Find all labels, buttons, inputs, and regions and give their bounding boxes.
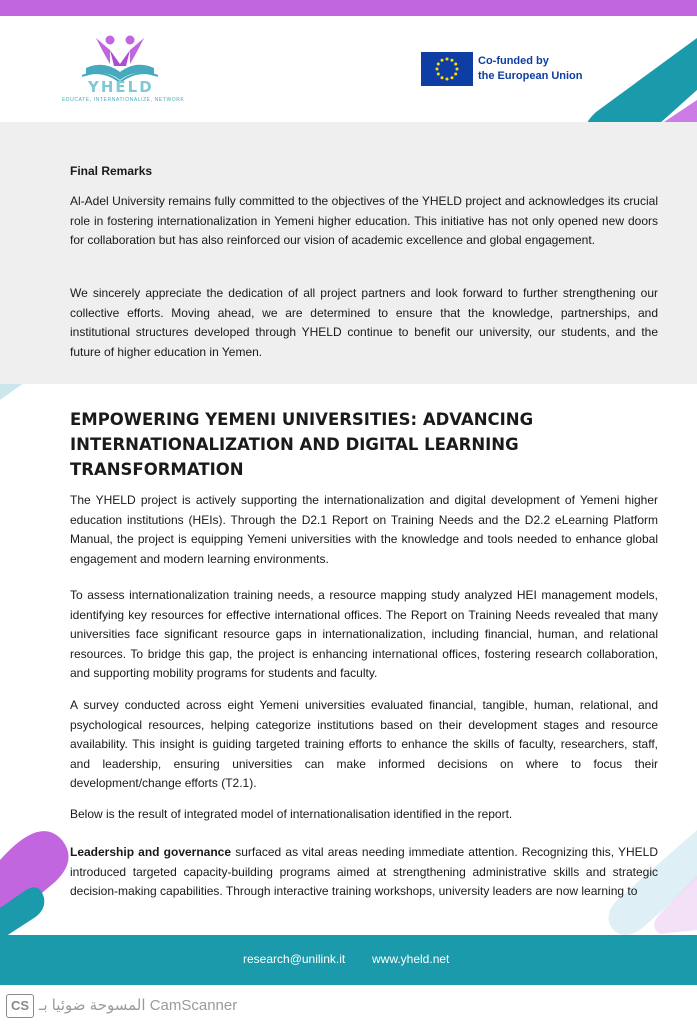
article-paragraph-5 xyxy=(70,843,658,902)
eu-line-2: the European Union xyxy=(478,70,583,82)
final-remarks-heading: Final Remarks xyxy=(70,164,153,178)
footer-website-link[interactable]: www.yheld.net xyxy=(372,952,450,966)
logo-tagline: EDUCATE, INTERNATIONALIZE, NETWORK xyxy=(62,97,185,103)
leadership-governance-lead: Leadership and governance xyxy=(70,845,232,859)
final-remarks-paragraph-2: We sincerely appreciate the dedication of all project partners and look forward to further strengthening our collective efforts. Moving ahead, we are determined to ensure that the knowledge, partnerships, and institutional structures developed through YHELD continue to benefit our university, our students, and the future of higher education in Yemen. xyxy=(70,286,658,359)
eu-cofunded-label xyxy=(478,54,583,84)
eu-flag-icon xyxy=(421,52,473,86)
footer-email-link[interactable]: research@unilink.it xyxy=(243,952,346,966)
article-paragraph-3: A survey conducted across eight Yemeni universities evaluated financial, tangible, human, relational, and psychological resources, helping categorize institutions based on their development stages and resource availability. This insight is guiding targeted training efforts to enhance the skills of faculty, researchers, staff, and leadership, ensuring universities can make informed decisions on where to focus their development/change efforts (T2.1). xyxy=(70,698,658,790)
camscanner-logo-icon: CS xyxy=(6,994,34,1018)
final-remarks-paragraph-1: Al-Adel University remains fully committed to the objectives of the YHELD project and acknowledges its crucial role in fostering internationalization in Yemeni higher education. This initiative has not only opened new doors for collaboration but has also reinforced our vision of academic excellence and global engagement. xyxy=(70,194,658,247)
bottom-left-decoration xyxy=(0,820,80,940)
page-footer xyxy=(0,935,697,985)
camscanner-watermark-text: المسوحة ضوئيا بـ CamScanner xyxy=(39,997,238,1014)
article-title: EMPOWERING YEMENI UNIVERSITIES: ADVANCING INTERNATIONALIZATION AND DIGITAL LEARNING TRANSFORMATION xyxy=(70,410,534,479)
article-paragraph-5-body: surfaced as vital areas needing immediate attention. Recognizing this, YHELD introduced targeted capacity-building programs aimed at strengthening administrative skills and strategic decision-making capabilities. Through interactive training workshops, university leaders are now learning to xyxy=(70,845,658,898)
article-paragraph-1: The YHELD project is actively supporting the internationalization and digital development of Yemeni higher education institutions (HEIs). Through the D2.1 Report on Training Needs and the D2.2 eLearning Platform Manual, the project is equipping Yemeni universities with the knowledge and tools needed to enhance global engagement and modern learning environments. xyxy=(70,493,658,566)
article-paragraph-2: To assess internationalization training needs, a resource mapping study analyzed HEI management models, identifying key resources for effective international offices. The Report on Training Needs revealed that many universities face significant resource gaps in internationalization, including financial, human, and relational resources. To bridge this gap, the project is enhancing international offices, fostering research collaboration, and supporting mobility programs for students and faculty. xyxy=(70,588,658,680)
article-paragraph-4: Below is the result of integrated model of internationalisation identified in the report. xyxy=(70,807,513,821)
eu-line-1: Co-funded by xyxy=(478,55,549,67)
top-accent-bar xyxy=(0,0,697,16)
logo-wordmark: YHELD xyxy=(88,78,154,96)
